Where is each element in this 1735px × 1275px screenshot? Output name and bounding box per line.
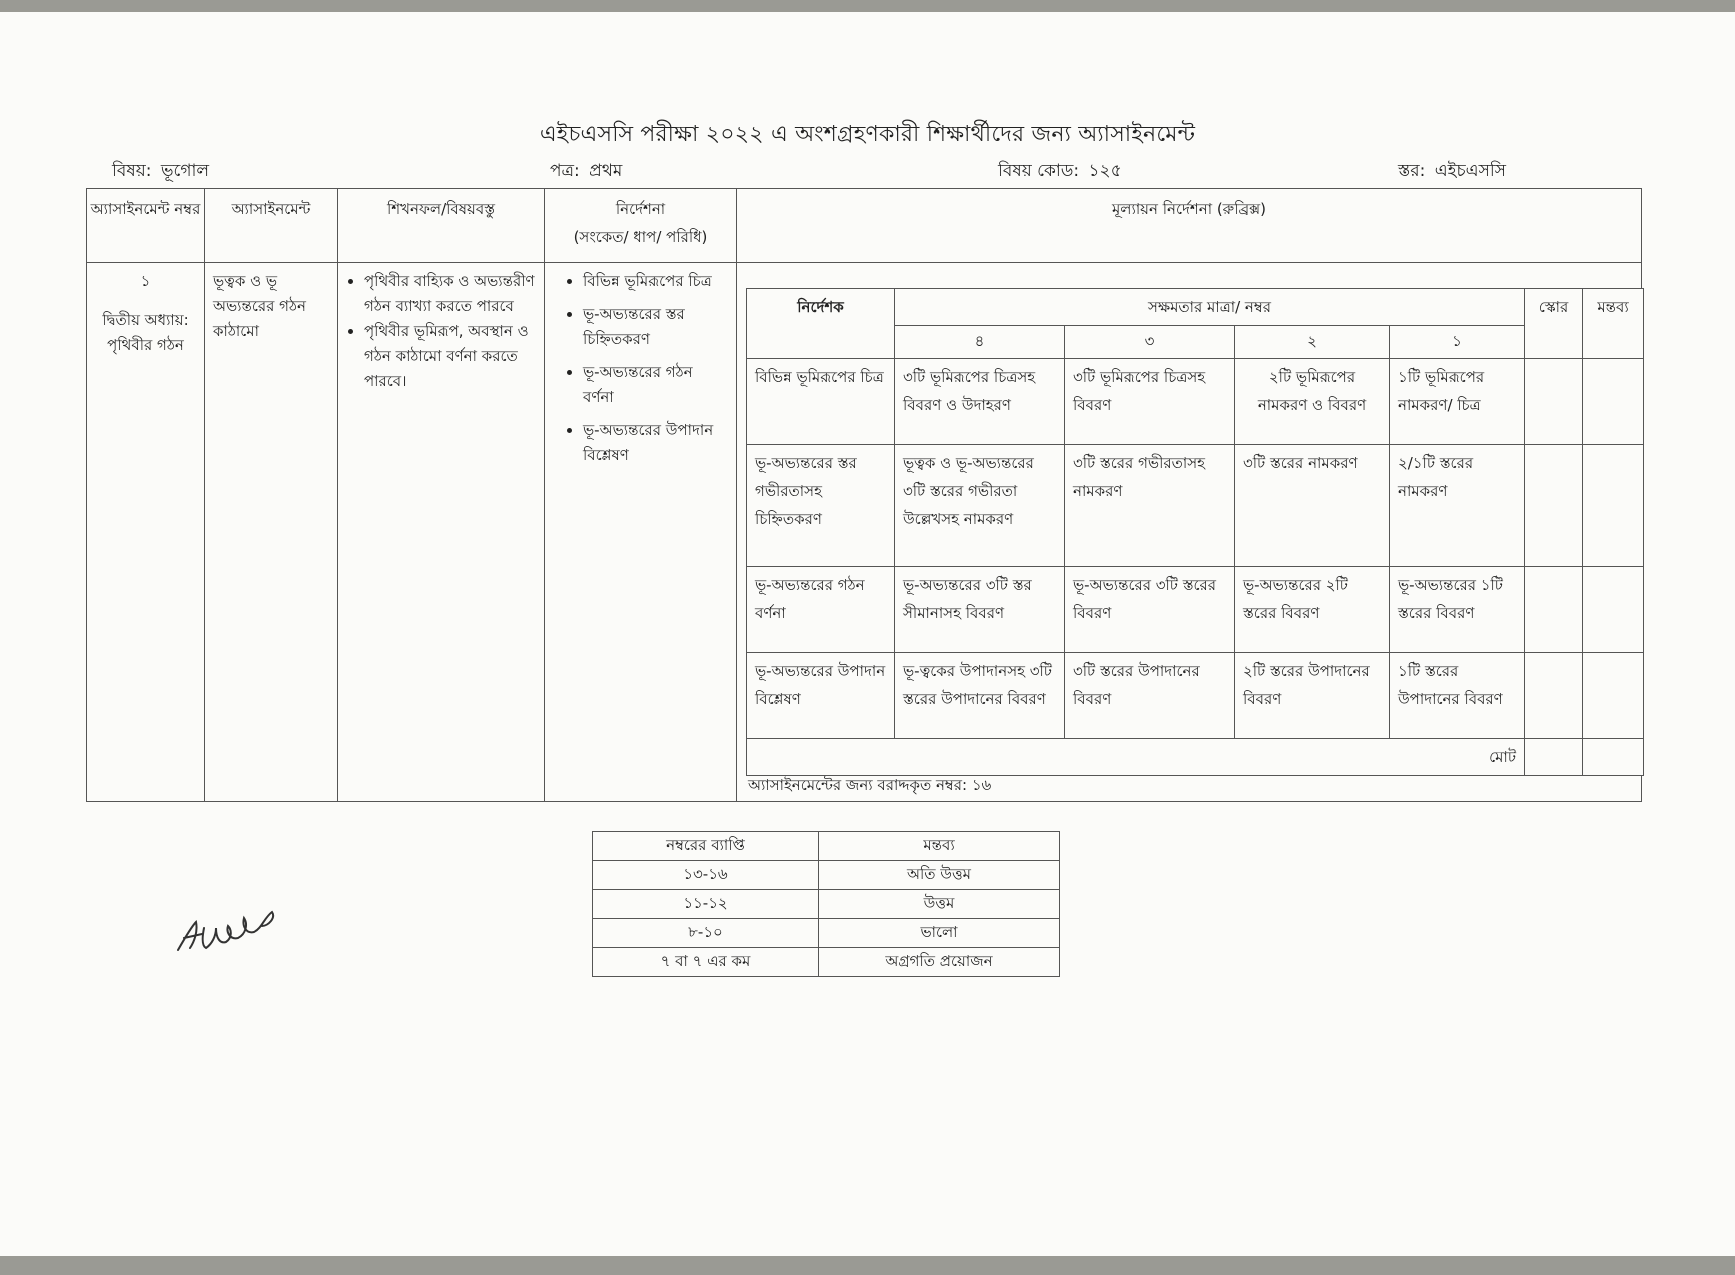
assignment-number: ১ (140, 272, 151, 290)
rubric-cell: ২টি স্তরের উপাদানের বিবরণ (1235, 653, 1390, 739)
header-learning-outcome: শিখনফল/বিষয়বস্তু (338, 189, 545, 263)
level-label: স্তর: (1398, 161, 1426, 181)
rubric-score-cell (1525, 359, 1583, 445)
rubric-cell: ১টি ভূমিরূপের নামকরণ/ চিত্র (1390, 359, 1525, 445)
paper-label: পত্র: (550, 161, 580, 181)
rubric-cell: ভূ-অভ্যন্তরের ৩টি স্তরের বিবরণ (1065, 567, 1235, 653)
rubric-header-remark: মন্তব্য (1583, 289, 1644, 359)
rubric-total-score (1525, 739, 1583, 776)
subject-code-value: ১২৫ (1088, 161, 1122, 181)
rubric-score-cell (1525, 653, 1583, 739)
document-page (0, 12, 1735, 1256)
assignment-number-cell (87, 263, 205, 802)
paper-field (550, 158, 622, 186)
scale-header-remark: মন্তব্য (819, 832, 1060, 861)
allotted-marks: অ্যাসাইনমেন্টের জন্য বরাদ্দকৃত নম্বর: ১৬ (748, 776, 992, 794)
rubric-level-4: ৪ (895, 326, 1065, 359)
rubric-level-1: ১ (1390, 326, 1525, 359)
rubric-cell: ভূত্বক ও ভূ-অভ্যন্তরের ৩টি স্তরের গভীরতা উল্লেখসহ নামকরণ (895, 444, 1065, 567)
paper-value: প্রথম (589, 161, 623, 181)
assignment-cell (205, 263, 338, 802)
scale-remark: ভালো (819, 919, 1060, 948)
rubric-table (746, 288, 1644, 776)
subject-field (112, 158, 209, 186)
rubric-cell: ৩টি স্তরের গভীরতাসহ নামকরণ (1065, 444, 1235, 567)
subject-label: বিষয়: (112, 161, 152, 181)
scale-range: ৭ বা ৭ এর কম (593, 948, 819, 977)
scale-header-range: নম্বরের ব্যাপ্তি (593, 832, 819, 861)
scale-range: ১৩-১৬ (593, 861, 819, 890)
rubric-indicator: বিভিন্ন ভূমিরূপের চিত্র (747, 359, 895, 445)
subject-code-field (998, 158, 1122, 186)
signature-mark (172, 892, 292, 966)
learning-outcome-cell (338, 263, 545, 802)
scale-range: ৮-১০ (593, 919, 819, 948)
rubric-cell: ভূ-ত্বকের উপাদানসহ ৩টি স্তরের উপাদানের বিবরণ (895, 653, 1065, 739)
rubric-remark-cell (1583, 653, 1644, 739)
rubric-cell: ২/১টি স্তরের নামকরণ (1390, 444, 1525, 567)
rubric-header-score: স্কোর (1525, 289, 1583, 359)
table-row (593, 948, 1060, 977)
assignment-topic: ভূত্বক ও ভূ অভ্যন্তরের গঠন কাঠামো (213, 272, 306, 340)
rubric-row (747, 444, 1644, 567)
rubric-indicator: ভূ-অভ্যন্তরের গঠন বর্ণনা (747, 567, 895, 653)
rubric-cell: ২টি ভূমিরূপের নামকরণ ও বিবরণ (1235, 359, 1390, 445)
subject-value: ভূগোল (160, 161, 210, 181)
rubric-cell: ১টি স্তরের উপাদানের বিবরণ (1390, 653, 1525, 739)
subject-code-label: বিষয় কোড: (998, 161, 1080, 181)
rubric-cell: ৩টি স্তরের উপাদানের বিবরণ (1065, 653, 1235, 739)
directions-cell (545, 263, 737, 802)
rubric-level-2: ২ (1235, 326, 1390, 359)
rubric-level-3: ৩ (1065, 326, 1235, 359)
rubric-row (747, 359, 1644, 445)
rubric-header-indicator: নির্দেশক (747, 289, 895, 359)
scale-remark: অতি উত্তম (819, 861, 1060, 890)
chapter-name: দ্বিতীয় অধ্যায়: পৃথিবীর গঠন (102, 311, 189, 354)
header-evaluation-rubric: মূল্যায়ন নির্দেশনা (রুব্রিক্স) (737, 189, 1642, 263)
rubric-cell: ভূ-অভ্যন্তরের ৩টি স্তর সীমানাসহ বিবরণ (895, 567, 1065, 653)
scale-range: ১১-১২ (593, 890, 819, 919)
list-item: • বিভিন্ন ভূমিরূপের চিত্র (583, 269, 728, 294)
scale-remark: অগ্রগতি প্রয়োজন (819, 948, 1060, 977)
rubric-remark-cell (1583, 444, 1644, 567)
list-item: • পৃথিবীর ভূমিরূপ, অবস্থান ও গঠন কাঠামো বর্ণনা করতে পারবে। (364, 319, 536, 394)
table-row (593, 919, 1060, 948)
list-item: • ভূ-অভ্যন্তরের স্তর চিহ্নিতকরণ (583, 302, 728, 352)
rubric-row (747, 567, 1644, 653)
rubric-remark-cell (1583, 567, 1644, 653)
header-directions (545, 189, 737, 263)
directions-list (553, 269, 728, 468)
header-assignment-number: অ্যাসাইনমেন্ট নম্বর (87, 189, 205, 263)
list-item: • পৃথিবীর বাহ্যিক ও অভ্যন্তরীণ গঠন ব্যাখ্যা করতে পারবে (364, 269, 536, 319)
rubric-indicator: ভূ-অভ্যন্তরের উপাদান বিশ্লেষণ (747, 653, 895, 739)
rubric-score-cell (1525, 444, 1583, 567)
header-assignment: অ্যাসাইনমেন্ট (205, 189, 338, 263)
header-directions-subtitle: (সংকেত/ ধাপ/ পরিধি) (573, 228, 708, 246)
rubric-cell: ৩টি ভূমিরূপের চিত্রসহ বিবরণ ও উদাহরণ (895, 359, 1065, 445)
rubric-row (747, 653, 1644, 739)
document-title: এইচএসসি পরীক্ষা ২০২২ এ অংশগ্রহণকারী শিক্ষার্থীদের জন্য অ্যাসাইনমেন্ট (539, 122, 1196, 147)
rubric-total-row (747, 739, 1644, 776)
rubric-cell: ৩টি ভূমিরূপের চিত্রসহ বিবরণ (1065, 359, 1235, 445)
learning-outcome-list (346, 269, 536, 394)
header-directions-title: নির্দেশনা (615, 200, 666, 218)
rubric-total-label: মোট (747, 739, 1525, 776)
table-row (593, 861, 1060, 890)
level-value: এইচএসসি (1434, 161, 1506, 181)
table-row (593, 890, 1060, 919)
list-item: • ভূ-অভ্যন্তরের গঠন বর্ণনা (583, 360, 728, 410)
rubric-indicator: ভূ-অভ্যন্তরের স্তর গভীরতাসহ চিহ্নিতকরণ (747, 444, 895, 567)
rubric-cell: ভূ-অভ্যন্তরের ২টি স্তরের বিবরণ (1235, 567, 1390, 653)
scale-remark: উত্তম (819, 890, 1060, 919)
grading-scale-table (592, 831, 1060, 977)
rubric-remark-cell (1583, 359, 1644, 445)
rubric-header-level: সক্ষমতার মাত্রা/ নম্বর (895, 289, 1525, 326)
level-field (1398, 158, 1506, 186)
list-item: • ভূ-অভ্যন্তরের উপাদান বিশ্লেষণ (583, 418, 728, 468)
rubric-score-cell (1525, 567, 1583, 653)
rubric-cell: ভূ-অভ্যন্তরের ১টি স্তরের বিবরণ (1390, 567, 1525, 653)
rubric-cell: ৩টি স্তরের নামকরণ (1235, 444, 1390, 567)
rubric-total-remark (1583, 739, 1644, 776)
